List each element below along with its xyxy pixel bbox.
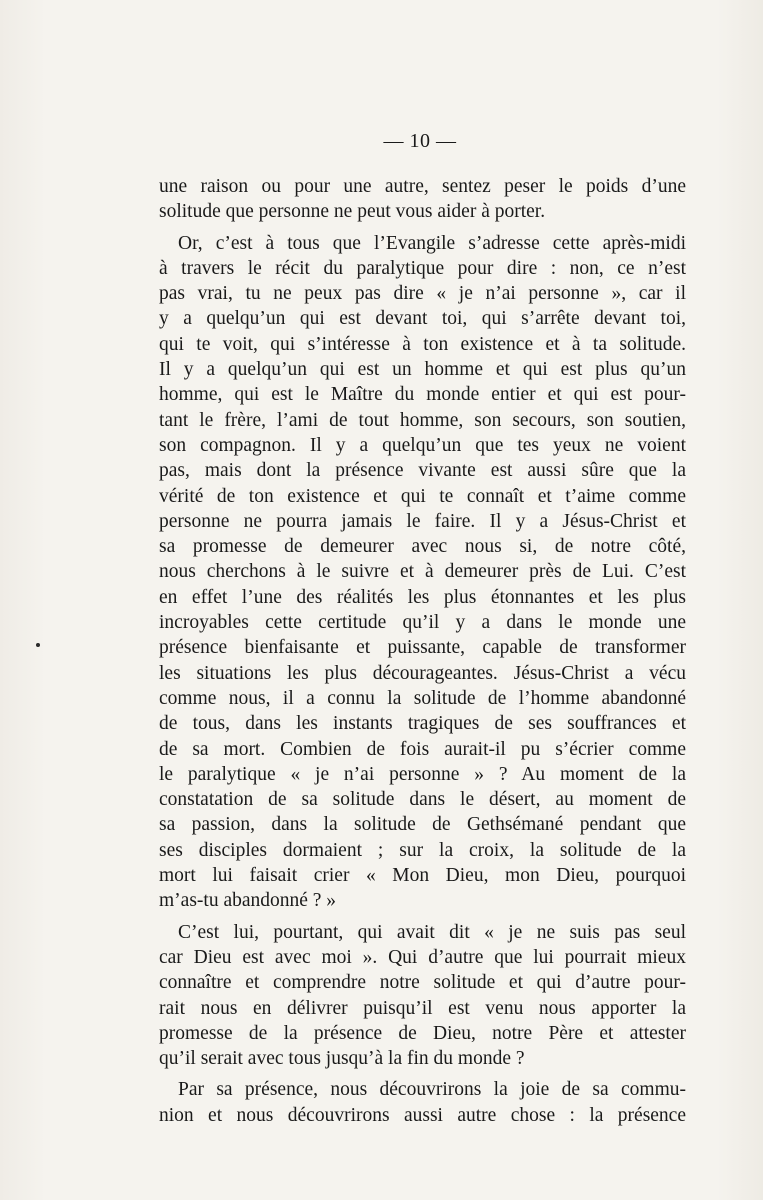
text-line: promesse de la présence de Dieu, notre Père et attester (159, 1022, 686, 1044)
text-line: connaître et comprendre notre solitude et qui d’autre pour- (159, 972, 686, 994)
text-line: de tous, dans les instants tragiques de ses souffrances et (159, 713, 686, 735)
text-line: comme nous, il a connu la solitude de l’homme abandonné (159, 687, 686, 709)
body-text (159, 174, 686, 1128)
text-line: le paralytique « je n’ai personne » ? Au moment de la (159, 763, 686, 785)
paragraph (159, 1077, 686, 1128)
text-line: son compagnon. Il y a quelqu’un que tes yeux ne voient (159, 434, 686, 456)
text-line: homme, qui est le Maître du monde entier et qui est pour- (159, 384, 686, 406)
text-line: solitude que personne ne peut vous aider à porter. (159, 201, 546, 223)
margin-ink-dot (36, 643, 40, 647)
text-line: Or, c’est à tous que l’Evangile s’adresse cette après-midi (178, 232, 686, 254)
text-line: à travers le récit du paralytique pour dire : non, ce n’est (159, 257, 686, 279)
text-line: personne ne pourra jamais le faire. Il y a Jésus-Christ et (159, 510, 686, 532)
text-line: qui te voit, qui s’intéresse à ton existence et à ta solitude. (159, 333, 686, 355)
text-line: incroyables cette certitude qu’il y a dans le monde une (159, 612, 686, 634)
text-line: qu’il serait avec tous jusqu’à la fin du monde ? (159, 1048, 525, 1070)
text-line: nion et nous découvrirons aussi autre chose : la présence (159, 1104, 686, 1126)
text-line: constatation de sa solitude dans le désert, au moment de (159, 789, 686, 811)
text-line: m’as-tu abandonné ? » (159, 890, 337, 912)
text-line: pas vrai, tu ne peux pas dire « je n’ai personne », car il (159, 283, 686, 305)
text-line: pas, mais dont la présence vivante est aussi sûre que la (159, 460, 686, 482)
text-line: tant le frère, l’ami de tout homme, son secours, son soutien, (159, 409, 686, 431)
text-line: de sa mort. Combien de fois aurait-il pu s’écrier comme (159, 738, 686, 760)
text-line: Il y a quelqu’un qui est un homme et qui est plus qu’un (159, 359, 686, 381)
text-line: présence bienfaisante et puissante, capable de transformer (159, 637, 686, 659)
text-line: sa promesse de demeurer avec nous si, de notre côté, (159, 536, 686, 558)
text-line: nous cherchons à le suivre et à demeurer près de Lui. C’est (159, 561, 686, 583)
text-line: car Dieu est avec moi ». Qui d’autre que lui pourrait mieux (159, 946, 686, 968)
text-line: en effet l’une des réalités les plus étonnantes et les plus (159, 586, 686, 608)
text-line: Par sa présence, nous découvrirons la joie de sa commu- (178, 1079, 686, 1101)
paragraph (159, 920, 686, 1072)
paragraph (159, 174, 686, 225)
text-line: sa passion, dans la solitude de Gethsémané pendant que (159, 814, 686, 836)
text-line: y a quelqu’un qui est devant toi, qui s’arrête devant toi, (159, 308, 686, 330)
text-line: ses disciples dormaient ; sur la croix, la solitude de la (159, 839, 686, 861)
text-line: mort lui faisait crier « Mon Dieu, mon Dieu, pourquoi (159, 865, 686, 887)
text-line: C’est lui, pourtant, qui avait dit « je ne suis pas seul (178, 921, 686, 943)
text-line: rait nous en délivrer puisqu’il est venu nous apporter la (159, 997, 686, 1019)
text-line: les situations les plus décourageantes. Jésus-Christ a vécu (159, 662, 686, 684)
text-line: vérité de ton existence et qui te connaît et t’aime comme (159, 485, 686, 507)
paragraph (159, 231, 686, 914)
text-line: une raison ou pour une autre, sentez peser le poids d’une (159, 176, 686, 197)
page-number: — 10 — (383, 130, 457, 152)
